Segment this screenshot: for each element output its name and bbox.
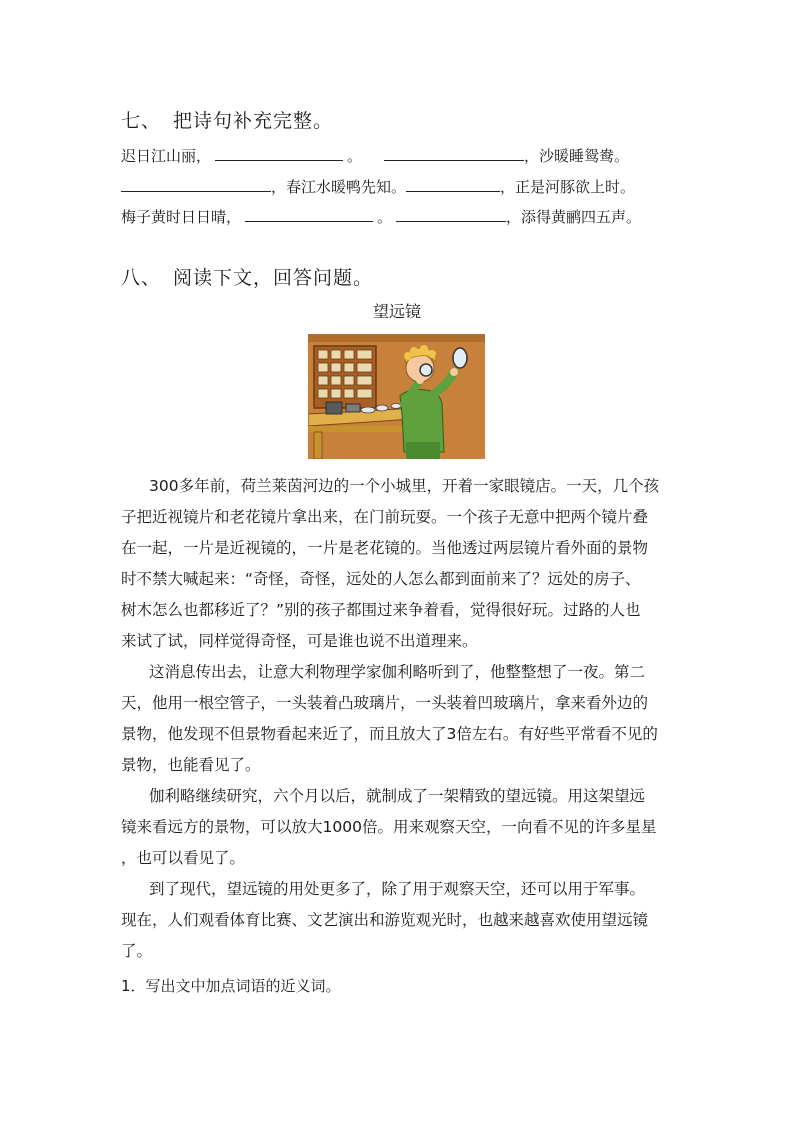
poem-text: 。	[347, 147, 363, 165]
section-number: 八、	[121, 267, 162, 289]
answer-blank[interactable]	[396, 207, 506, 222]
paragraph-3	[121, 781, 673, 874]
paragraph-line: 伽利略继续研究，六个月以后，就制成了一架精致的望远镜。用这架望远	[149, 787, 646, 805]
poem-text: 。	[377, 208, 393, 226]
paragraph-line: 镜来看远方的景物，可以放大1000倍。用来观察天空，一向看不见的许多星星	[121, 818, 657, 836]
paragraph-line: 现在，人们观看体育比赛、文艺演出和游览观光时，也越来越喜欢使用望远镜	[121, 911, 649, 929]
section-7-heading	[121, 106, 333, 133]
poem-text: 梅子黄时日日晴，	[121, 208, 242, 226]
paragraph-line: 天，他用一根空管子，一头装着凸玻璃片，一头装着凹玻璃片，拿来看外边的	[121, 694, 649, 712]
poem-text: ，春江水暖鸭先知。	[271, 178, 407, 196]
poem-line-2	[121, 176, 635, 197]
poem-text: ，沙暖睡鸳鸯。	[524, 147, 630, 165]
paragraph-line: 300多年前，荷兰莱茵河边的一个小城里，开着一家眼镜店。一天，几个孩	[149, 477, 660, 495]
paragraph-4	[121, 874, 673, 967]
answer-blank[interactable]	[406, 177, 500, 192]
section-title: 阅读下文，回答问题。	[173, 267, 374, 289]
answer-blank[interactable]	[384, 146, 524, 161]
paragraph-line: 树木怎么也都移近了？”别的孩子都围过来争着看，觉得很好玩。过路的人也	[121, 601, 641, 619]
answer-blank[interactable]	[215, 146, 343, 161]
paragraph-line: ，也可以看见了。	[121, 849, 246, 867]
paragraph-line: 到了现代，望远镜的用处更多了，除了用于观察天空，还可以用于军事。	[149, 880, 646, 898]
answer-blank[interactable]	[121, 177, 271, 192]
paragraph-line: 在一起，一片是近视镜的，一片是老花镜的。当他透过两层镜片看外面的景物	[121, 539, 649, 557]
paragraph-2	[121, 657, 673, 781]
poem-text: ，正是河豚欲上时。	[500, 178, 636, 196]
section-number: 七、	[121, 110, 162, 132]
section-title: 把诗句补充完整。	[173, 110, 334, 132]
paragraph-line: 景物，也能看见了。	[121, 756, 261, 774]
paragraph-1	[121, 471, 673, 657]
paragraph-line: 了。	[121, 942, 153, 960]
question-1: 1．写出文中加点词语的近义词。	[121, 977, 341, 995]
answer-blank[interactable]	[245, 207, 373, 222]
paragraph-line: 景物，他发现不但景物看起来近了，而且放大了3倍左右。有好些平常看不见的	[121, 725, 658, 743]
passage-title: 望远镜	[372, 302, 421, 321]
section-8-heading	[121, 263, 373, 290]
poem-text: 迟日江山丽，	[121, 147, 212, 165]
paragraph-line: 这消息传出去，让意大利物理学家伽利略听到了，他整整想了一夜。第二	[149, 663, 646, 681]
poem-text: ，添得黄鹂四五声。	[506, 208, 642, 226]
poem-line-3	[121, 206, 641, 227]
paragraph-line: 时不禁大喊起来：“奇怪，奇怪，远处的人怎么都到面前来了？远处的房子、	[121, 570, 641, 588]
paragraph-line: 来试了试，同样觉得奇怪，可是谁也说不出道理来。	[121, 632, 478, 650]
poem-line-1	[121, 145, 629, 166]
paragraph-line: 子把近视镜片和老花镜片拿出来，在门前玩耍。一个孩子无意中把两个镜片叠	[121, 508, 649, 526]
boy-with-lenses-illustration	[308, 334, 485, 459]
